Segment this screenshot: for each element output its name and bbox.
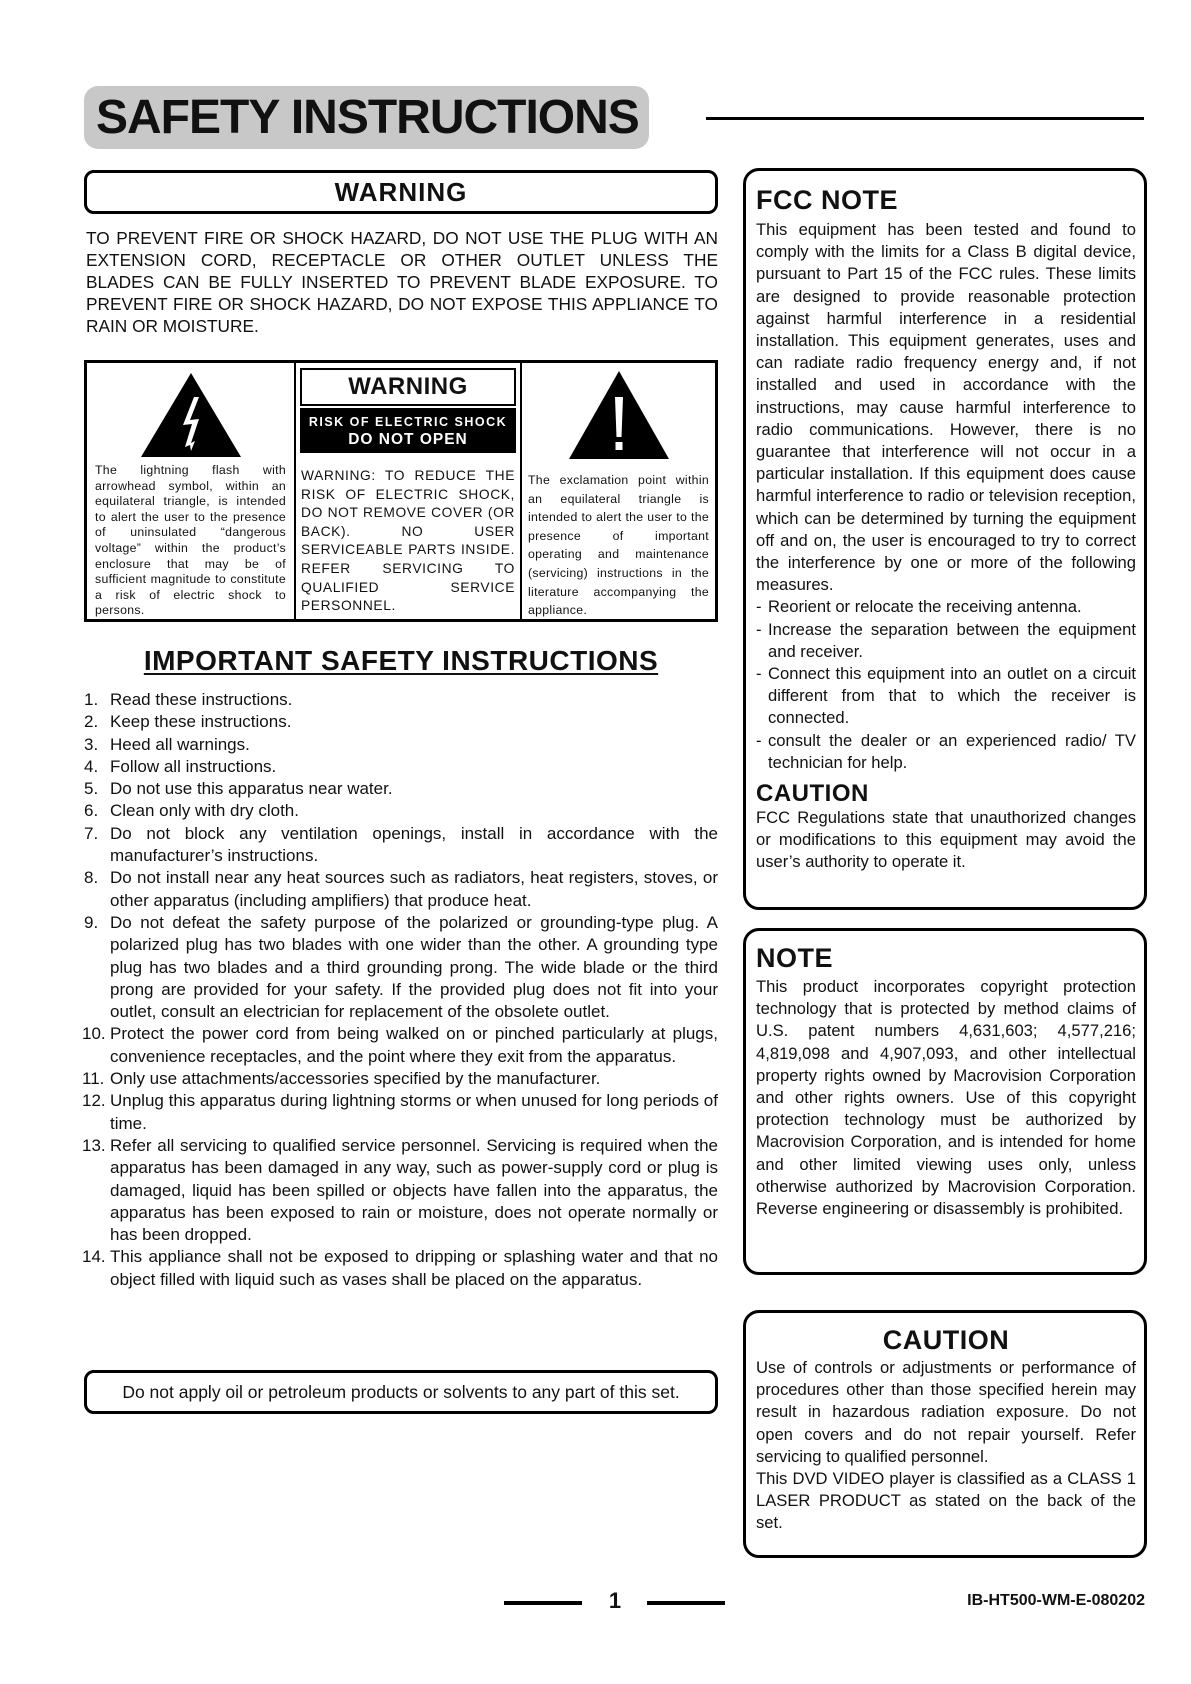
instruction-number: 9. xyxy=(84,912,99,932)
instruction-text: Protect the power cord from being walked on or pinched particularly at plugs, convenience receptacles, and the point where they exit from the apparatus. xyxy=(110,1024,718,1066)
instruction-number: 11. xyxy=(82,1069,105,1089)
fcc-measure-item: - Connect this equipment into an outlet on a circuit different from that to which the receiver is connected. xyxy=(756,663,1136,730)
instruction-item xyxy=(84,1090,718,1135)
instruction-item xyxy=(84,1135,718,1246)
risk-line-1: RISK OF ELECTRIC SHOCK xyxy=(308,415,508,429)
note-body: This product incorporates copyright protection technology that is protected by method claims of U.S. patent numbers 4,631,603; 4,577,216; 4,819,098 and 4,907,093, and other intellectual property rights owned by Macrovision Corporation and other rights owners. Use of this copyright protection technology must be authorized by Macrovision Corporation, and is intended for home and other limited viewing uses only, unless otherwise authorized by Macrovision Corporation. Reverse engineering or disassembly is prohibited. xyxy=(756,977,1136,1219)
instruction-number: 10. xyxy=(82,1024,106,1044)
fcc-caution-text: FCC Regulations state that unauthorized changes or modifications to this equipment may avoid the user’s authority to operate it. xyxy=(756,808,1136,872)
caution-heading: CAUTION xyxy=(882,1325,1010,1355)
fcc-heading: FCC NOTE xyxy=(756,185,898,215)
instruction-number: 5. xyxy=(84,779,99,799)
instruction-number: 6. xyxy=(84,801,99,821)
instruction-text: Clean only with dry cloth. xyxy=(110,801,299,821)
instruction-item xyxy=(84,1023,718,1068)
title-banner xyxy=(84,86,649,149)
instruction-item xyxy=(84,711,718,733)
instruction-text: Refer all servicing to qualified service personnel. Servicing is required when the apparatus has been damaged in any way, such as power-supply cord or plug is damaged, liquid has been spilled or objects have fallen into the apparatus, the apparatus has been exposed to rain or moisture, does not operate normally or has been dropped. xyxy=(110,1135,718,1245)
exclamation-description: The exclamation point within an equilateral triangle is intended to alert the user to the presence of important operating and maintenance (servicing) instructions in the literature accompanying the appliance. xyxy=(528,473,709,618)
exclamation-triangle-icon xyxy=(567,369,671,461)
caution-box xyxy=(743,1310,1147,1558)
lightning-triangle-icon xyxy=(139,371,243,459)
instruction-number: 12. xyxy=(82,1091,106,1111)
title-rule xyxy=(706,117,1144,120)
instruction-number: 13. xyxy=(82,1135,106,1155)
instruction-number: 8. xyxy=(84,868,99,888)
warning-text: TO PREVENT FIRE OR SHOCK HAZARD, DO NOT USE THE PLUG WITH AN EXTENSION CORD, RECEPTACLE OR OTHER OUTLET UNLESS THE BLADES CAN BE FULLY INSERTED TO PREVENT BLADE EXPOSURE. TO PREVENT FIRE OR SHOCK HAZARD, DO NOT EXPOSE THIS APPLIANCE TO RAIN OR MOISTURE. xyxy=(86,228,718,336)
fcc-body: This equipment has been tested and found to comply with the limits for a Class B digital device, pursuant to Part 15 of the FCC rules. These limits are designed to provide reasonable protection against harmful interference in a residential installation. This equipment generates, uses and can radiate radio frequency energy and, if not installed and used in accordance with the instructions, may cause harmful interference to radio communications. However, there is no guarantee that interference will not occur in a particular installation. If this equipment does cause harmful interference to radio or television reception, which can be determined by turning the equipment off and on, the user is encouraged to try to correct the interference by one or more of the following measures. xyxy=(756,220,1136,595)
important-instructions-list xyxy=(84,689,718,1291)
instruction-item xyxy=(84,823,718,868)
important-heading xyxy=(84,645,718,677)
instruction-item xyxy=(84,800,718,822)
lightning-column xyxy=(87,363,296,619)
page-header xyxy=(84,86,1144,150)
risk-band xyxy=(300,408,516,453)
fcc-measure-item: - Reorient or relocate the receiving antenna. xyxy=(756,596,1136,618)
instruction-number: 14. xyxy=(82,1247,106,1267)
oil-notice-box xyxy=(84,1370,718,1414)
warning-heading-box xyxy=(84,170,718,214)
instruction-text: Do not defeat the safety purpose of the polarized or grounding-type plug. A polarized plug has two blades with one wider than the other. A grounding type plug has two blades and a third grounding prong. The wide blade or the third prong are provided for your safety. If the provided plug does not fit into your outlet, consult an electrician for replacement of the obsolete outlet. xyxy=(110,912,718,1022)
lightning-description: The lightning flash with arrowhead symbol, within an equilateral triangle, is intended to alert the user to the presence of uninsulated “dangerous voltage” within the product’s enclosure that may be of sufficient magnitude to constitute a risk of electric shock to persons. xyxy=(95,463,286,618)
instruction-text: Keep these instructions. xyxy=(110,712,292,732)
fcc-measure-item: - Increase the separation between the equipment and receiver. xyxy=(756,619,1136,663)
fcc-note-box xyxy=(743,168,1147,910)
instruction-number: 3. xyxy=(84,734,99,754)
instruction-text: Do not install near any heat sources such as radiators, heat registers, stoves, or other apparatus (including amplifiers) that produce heat. xyxy=(110,868,718,910)
risk-line-2: DO NOT OPEN xyxy=(348,431,468,448)
instruction-item xyxy=(84,689,718,711)
instruction-item xyxy=(84,778,718,800)
instruction-number: 7. xyxy=(84,823,99,843)
oil-notice: Do not apply oil or petroleum products or solvents to any part of this set. xyxy=(122,1381,680,1402)
instruction-text: Follow all instructions. xyxy=(110,756,277,776)
caution-para-1: Use of controls or adjustments or performance of procedures other than those specified herein may result in hazardous radiation exposure. Do not open covers and do not repair yourself. Refer servicing to qualified personnel. xyxy=(756,1358,1136,1466)
page-title: SAFETY INSTRUCTIONS xyxy=(96,90,639,144)
instruction-text: Only use attachments/accessories specified by the manufacturer. xyxy=(110,1069,601,1089)
fcc-caution-heading: CAUTION xyxy=(756,780,869,808)
warning-symbols-table xyxy=(84,360,718,622)
instruction-text: Do not block any ventilation openings, install in accordance with the manufacturer’s instructions. xyxy=(110,823,718,866)
instruction-number: 1. xyxy=(84,690,99,709)
instruction-item xyxy=(84,1068,718,1090)
footer-rule-left xyxy=(504,1601,582,1605)
note-box xyxy=(743,928,1147,1275)
instruction-item xyxy=(84,912,718,1023)
exclamation-column xyxy=(522,363,715,619)
document-code: IB-HT500-WM-E-080202 xyxy=(967,1592,1145,1609)
footer-rule-right xyxy=(647,1601,725,1605)
warning-heading: WARNING xyxy=(334,176,468,207)
instruction-text: This appliance shall not be exposed to dripping or splashing water and that no object filled with liquid such as vases shall be placed on the apparatus. xyxy=(110,1247,718,1289)
instruction-text: Heed all warnings. xyxy=(110,734,250,754)
note-heading: NOTE xyxy=(756,943,834,973)
instruction-number: 2. xyxy=(84,712,99,732)
instruction-text: Do not use this apparatus near water. xyxy=(110,779,393,799)
warning-label: WARNING xyxy=(300,368,516,406)
instruction-item xyxy=(84,1246,718,1291)
center-warning-text: WARNING: TO REDUCE THE RISK OF ELECTRIC SHOCK, DO NOT REMOVE COVER (OR BACK). NO USER SERVICEABLE PARTS INSIDE. REFER SERVICING TO QUALIFIED SERVICE PERSONNEL. xyxy=(301,468,515,614)
fcc-measures-list xyxy=(756,596,1136,774)
instruction-item xyxy=(84,734,718,756)
instruction-text: Read these instructions. xyxy=(110,690,293,709)
instruction-item xyxy=(84,756,718,778)
page-number: 1 xyxy=(608,1588,622,1613)
fcc-measure-item: - consult the dealer or an experienced radio/ TV technician for help. xyxy=(756,730,1136,774)
important-heading-text: IMPORTANT SAFETY INSTRUCTIONS xyxy=(143,645,659,676)
caution-para-2: This DVD VIDEO player is classified as a CLASS 1 LASER PRODUCT as stated on the back of the set. xyxy=(756,1469,1136,1533)
instruction-number: 4. xyxy=(84,756,99,776)
instruction-text: Unplug this apparatus during lightning storms or when unused for long periods of time. xyxy=(110,1091,718,1133)
center-warning-column xyxy=(296,363,522,619)
instruction-item xyxy=(84,867,718,912)
